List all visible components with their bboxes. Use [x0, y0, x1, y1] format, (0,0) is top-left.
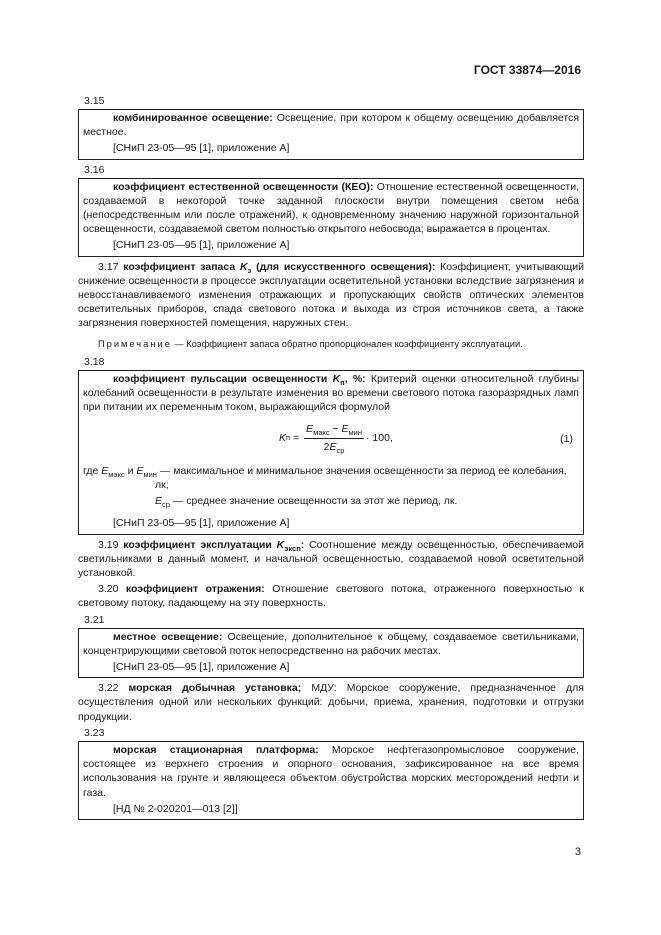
formula-multiplier: · 100, — [366, 432, 393, 445]
term-number: 3.23 — [84, 726, 105, 739]
term-paragraph-3-22 — [78, 681, 584, 724]
definition-text: Коэффициент, учитывающий снижение освещенности в процессе эксплуатации осветительной установки вследствие загрязнения и невосстанавливаемого изменения отражающих и пропускающих свойств оптических элементов осветительных приборов, спада светового потока и выхода из строя источников света, а также загрязнения поверхностей помещения, наружных стен. — [78, 260, 584, 330]
term-box-3-15 — [78, 109, 584, 160]
sub-sr: ср — [336, 445, 345, 455]
symbol-e: E — [136, 465, 144, 478]
sub-max: макс — [313, 428, 330, 438]
term-definition — [83, 111, 579, 139]
sub-sr: ср — [162, 500, 170, 510]
term-paragraph-3-17 — [78, 260, 584, 331]
source-reference: [СНиП 23-05—95 [1], приложение А] — [113, 142, 290, 155]
symbol-subscript: п — [340, 377, 345, 387]
definition-text: МДУ: Морское сооружение, предназначенное для осуществления одной или нескольких функций: добычи, приема, хранения, подготовки и отгрузки продукции. — [78, 682, 584, 723]
symbol-e: E — [155, 495, 163, 508]
term-paragraph-3-20 — [78, 582, 584, 610]
note — [78, 337, 584, 351]
term-name-suffix: : — [300, 538, 305, 551]
term-number: 3.19 — [98, 538, 124, 551]
symbol-subscript: з — [247, 265, 252, 275]
term-definition — [83, 180, 579, 237]
formula: K п = $\frac{E_{макс} - E_{мин}}{2E_{ср}}$ · 100, — [279, 423, 393, 455]
fraction-numerator — [304, 422, 364, 438]
term-number: 3.17 — [98, 260, 124, 273]
term-number: 3.21 — [84, 613, 105, 626]
page-content — [78, 94, 584, 823]
term-box-3-21 — [78, 628, 584, 679]
where-line-1 — [83, 464, 583, 478]
term-name-suffix: (для искусственного освещения): — [251, 260, 436, 273]
minus-sign: − — [329, 423, 342, 436]
symbol-e: E — [329, 440, 337, 453]
source-reference: [СНиП 23-05—95 [1], приложение А] — [113, 661, 290, 674]
page-number: 3 — [574, 846, 581, 858]
formula-lhs: K — [279, 432, 287, 445]
den-coefficient: 2 — [323, 440, 330, 453]
term-name-suffix: , %: — [344, 372, 366, 385]
term-name-text: коэффициент запаса — [123, 260, 240, 273]
fraction-denominator — [324, 439, 345, 454]
formula-explanation — [83, 464, 579, 510]
term-number: 3.15 — [84, 95, 105, 107]
where-line-3 — [155, 494, 457, 508]
symbol-e: E — [101, 465, 109, 478]
equation-number: (1) — [560, 433, 573, 446]
term-name-text: коэффициент пульсации освещенности — [113, 372, 333, 385]
source-reference: [СНиП 23-05—95 [1], приложение А] — [113, 517, 290, 530]
term-definition — [83, 743, 579, 800]
note-text: — Коэффициент запаса обратно пропорционален коэффициенту эксплуатации. — [171, 338, 523, 349]
term-name — [123, 261, 435, 273]
sub-max: макс — [108, 470, 125, 480]
sub-min: мин — [143, 470, 157, 480]
standard-header: ГОСТ 33874—2016 — [473, 63, 581, 77]
term-number: 3.16 — [84, 163, 105, 176]
symbol-subscript: эксп — [284, 543, 301, 553]
note-label: Примечание — [98, 338, 172, 349]
term-box-3-23 — [78, 741, 584, 820]
where-word: где — [83, 465, 102, 478]
term-box-3-18 — [78, 370, 584, 535]
formula-fraction — [304, 422, 364, 453]
symbol-e: E — [306, 423, 314, 436]
symbol-k: K — [276, 538, 285, 551]
where-text: — среднее значение освещенности за этот же период, лк. — [169, 495, 458, 508]
definition-text: Отношение естественной освещенности, создаваемой в некоторой точке заданной плоскости внутри помещения светом неба (непосредственным или после отражений), к одновременному значению наружной горизонтальной освещенности, создаваемой светом полностью открытого небосвода; выражается в процентах. — [83, 180, 579, 236]
term-name: комбинированное освещение: — [113, 112, 273, 124]
and-word: и — [124, 465, 137, 478]
where-text: — максимальное и минимальное значения освещенности за период ее колебания, — [156, 465, 567, 478]
term-name-text: коэффициент эксплуатации — [123, 538, 277, 551]
definition-text: Освещение, дополнительное к общему, создаваемое светильниками, концентрирующими световой поток непосредственно на рабочих местах. — [83, 630, 579, 657]
term-number: 3.18 — [84, 355, 105, 368]
formula-equals: = — [290, 432, 303, 445]
sub-min: мин — [348, 428, 362, 438]
source-reference: [НД № 2-020201—013 [2]] — [113, 802, 238, 815]
source-reference: [СНиП 23-05—95 [1], приложение А] — [113, 239, 290, 252]
term-name: коэффициент естественной освещенности (КЕО): — [113, 180, 374, 193]
term-name: морская стационарная платформа: — [113, 743, 319, 756]
term-name — [113, 373, 366, 385]
term-name: морская добычная установка; — [128, 682, 302, 695]
term-definition — [83, 630, 579, 658]
term-name — [123, 539, 304, 551]
term-number: 3.22 — [98, 682, 129, 695]
definition-text: Отношение светового потока, отраженного поверхностью к световому потоку, падающему на эту поверхность. — [78, 583, 584, 610]
formula-row — [83, 420, 579, 460]
term-definition — [83, 372, 579, 415]
term-box-3-16 — [78, 178, 584, 257]
symbol-k: K — [239, 260, 248, 273]
definition-text: Морское нефтегазопромысловое сооружение, состоящее из верхнего строения и опорного основания, зафиксированное на все время использования на грунте и являющееся объектом обустройства морских месторождений нефти и газа. — [83, 743, 579, 799]
symbol-k: K — [332, 372, 341, 385]
term-paragraph-3-19 — [78, 538, 584, 581]
symbol-e: E — [341, 423, 349, 436]
definition-text: Освещение, при котором к общему освещению добавляется местное. — [83, 112, 580, 139]
term-name: коэффициент отражения: — [125, 583, 265, 596]
definition-text: Соотношение между освещенностью, обеспечиваемой светильниками в данный момент, и начальной освещенностью, создаваемой новой осветительной установкой. — [78, 538, 584, 580]
definition-text: Критерий оценки относительной глубины колебаний освещенности в результате изменения во времени светового потока газоразрядных ламп при питании их переменным током, выражающийся формулой — [83, 372, 579, 414]
term-name: местное освещение: — [113, 630, 223, 643]
where-line-2: лк; — [155, 479, 169, 492]
term-number: 3.20 — [98, 583, 126, 596]
